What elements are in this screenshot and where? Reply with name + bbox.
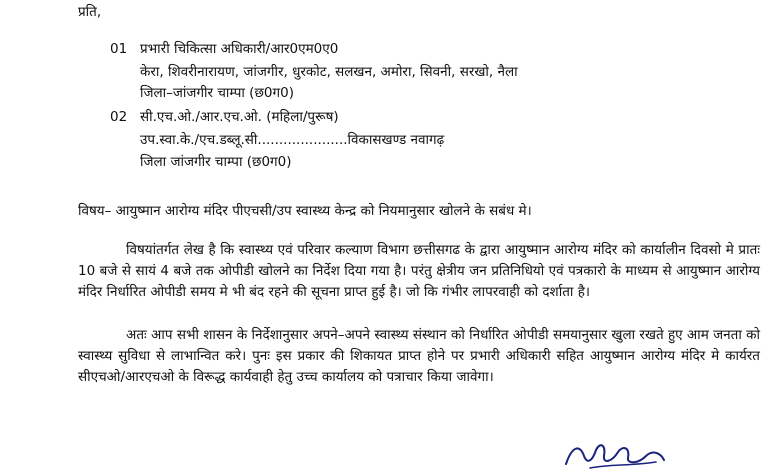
addressee-1-line-1: प्रभारी चिकित्सा अधिकारी/आर0एम0ए0 [140, 41, 339, 57]
body-paragraph-1: विषयांतर्गत लेख है कि स्वास्थ्य एवं परिवार कल्याण विभाग छत्तीसगढ के द्वारा आयुष्मान आरोग्य मंदिर को कार्यालीन दिवसो मे प्रातः 10 बजे से सायं 4 बजे तक ओपीडी खोलने का निर्देश दिया गया है। परंतु क्षेत्रीय जन प्रतिनिधियो एवं पत्रकारो के माध्यम से आयुष्मान आरोग्य मंदिर निर्धारित ओपीडी समय मे भी बंद रहने की सूचना प्राप्त हुई है। जो कि गंभीर लापरवाही को दर्शाता है। [78, 242, 760, 300]
addressee-2-line-1: सी.एच.ओ./आर.एच.ओ. (महिला/पुरूष) [140, 109, 339, 125]
addressee-1-line-2: केरा, शिवरीनारायण, जांजगीर, धुरकोट, सलखन, अमोरा, सिवनी, सरखो, नैला [140, 64, 518, 80]
subject-line: विषय– आयुष्मान आरोग्य मंदिर पीएचसी/उप स्वास्थ्य केन्द्र को नियमानुसार खोलने के सबंध मे। [78, 203, 532, 219]
signature-image [560, 438, 670, 470]
addressee-1-line-3: जिला–जांजगीर चाम्पा (छ0ग0) [140, 85, 294, 101]
addressee-2-line-3: जिला जांजगीर चाम्पा (छ0ग0) [140, 154, 292, 170]
salutation: प्रति, [78, 4, 102, 20]
addressee-2-number: 02 [110, 109, 128, 125]
addressee-1-number: 01 [110, 41, 128, 57]
body-paragraph-2: अतः आप सभी शासन के निर्देशानुसार अपने–अपने स्वास्थ्य संस्थान को निर्धारित ओपीडी समयानुसार खुला रखते हुए आम जनता को स्वास्थ्य सुविधा से लाभान्वित करे। पुनः इस प्रकार की शिकायत प्राप्त होने पर प्रभारी अधिकारी सहित आयुष्मान आरोग्य मंदिर मे कार्यरत सीएचओ/आरएचओ के विरूद्ध कार्यवाही हेतु उच्च कार्यालय को पत्राचार किया जावेगा। [78, 327, 760, 385]
addressee-2-line-2: उप.स्वा.के./एच.डब्लू.सी.....................विकासखण्ड नवागढ़ [140, 132, 445, 148]
